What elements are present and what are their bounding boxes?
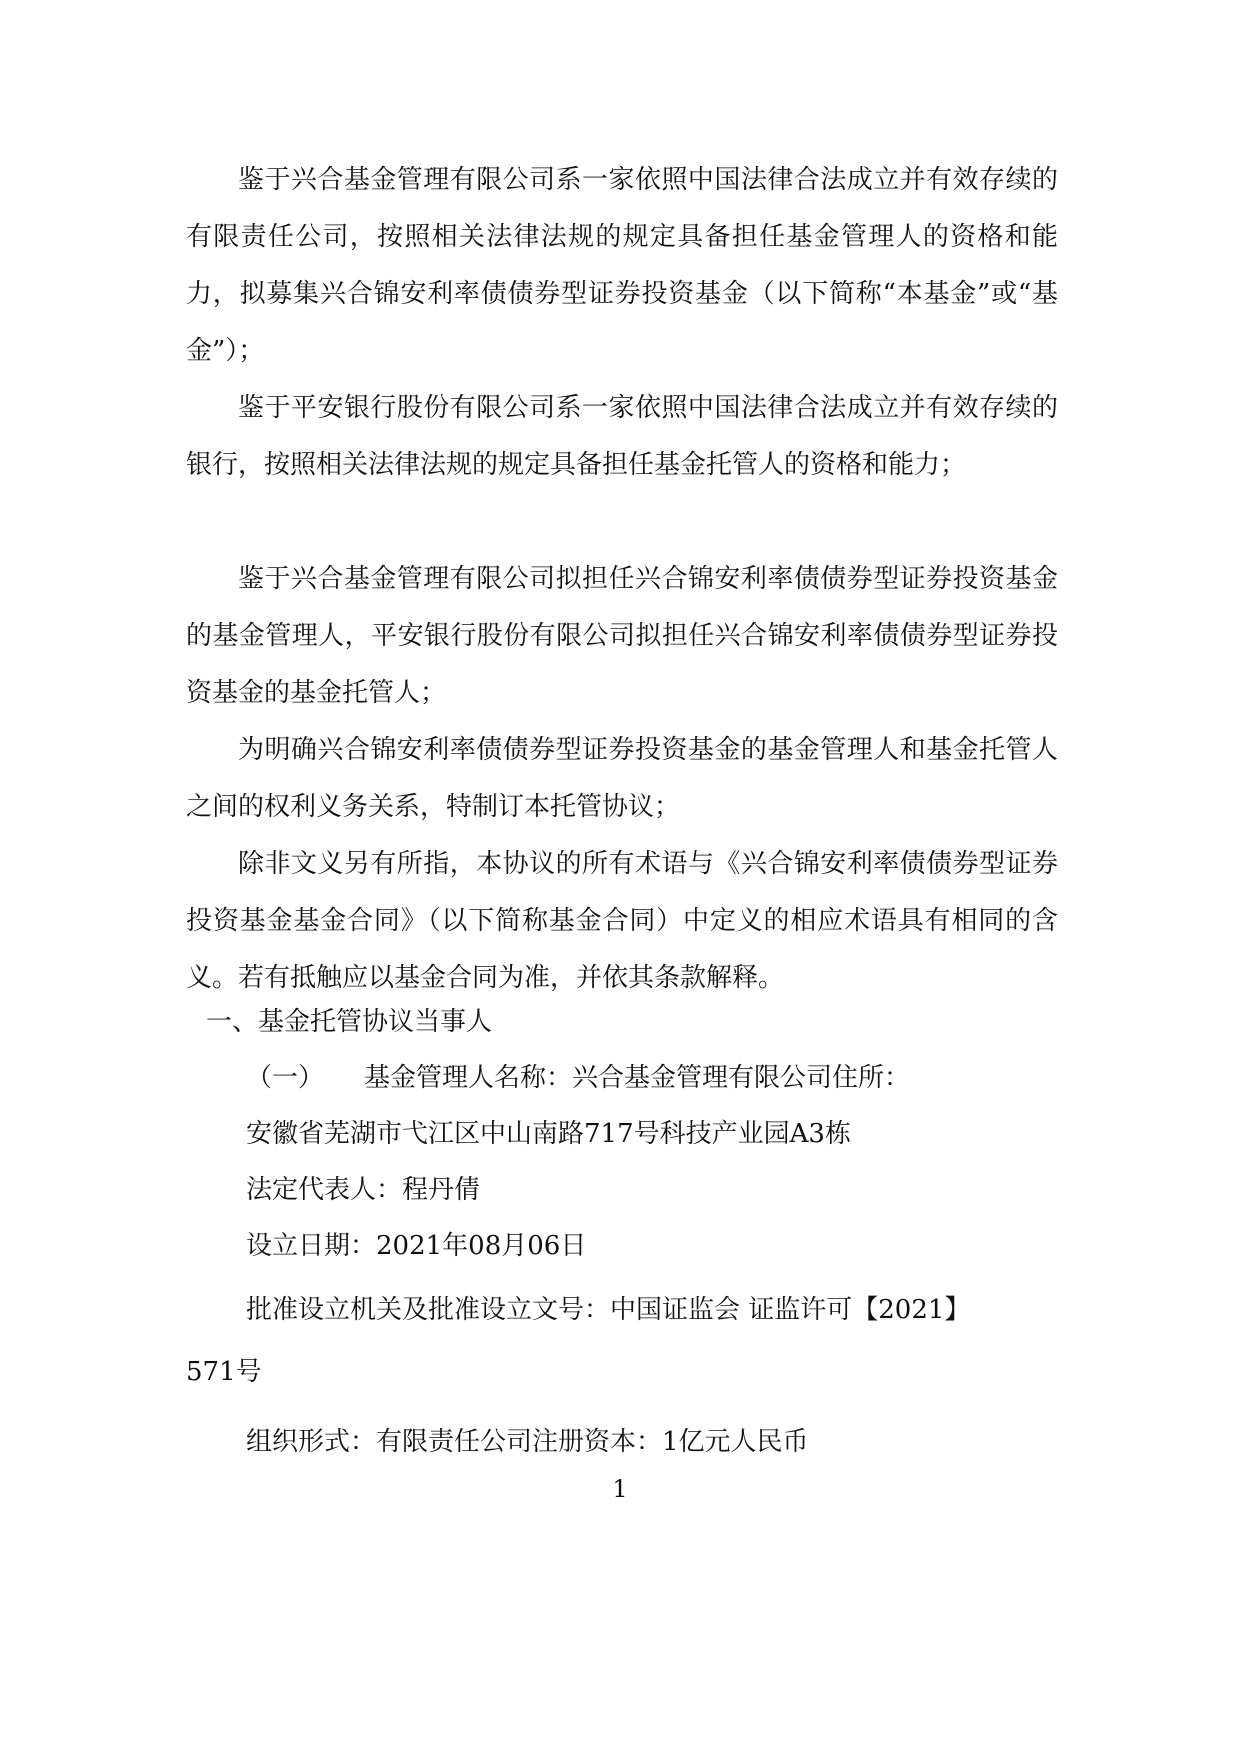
legal-representative: 法定代表人：程丹倩 xyxy=(246,1175,481,1205)
preamble-paragraph-2: 鉴于平安银行股份有限公司系一家依照中国法律合法成立并有效存续的银行，按照相关法律法规的规定具备担任基金托管人的资格和能力； xyxy=(186,393,1058,480)
manager-name: 基金管理人名称：兴合基金管理有限公司住所： xyxy=(364,1063,911,1093)
subsection-number: （一） xyxy=(246,1063,325,1093)
preamble-paragraph-3: 鉴于兴合基金管理有限公司拟担任兴合锦安利率债债券型证券投资基金的基金管理人，平安银行股份有限公司拟担任兴合锦安利率债债券型证券投资基金的基金托管人； xyxy=(186,564,1058,708)
preamble-paragraph-1: 鉴于兴合基金管理有限公司系一家依照中国法律合法成立并有效存续的有限责任公司，按照相关法律法规的规定具备担任基金管理人的资格和能力，拟募集兴合锦安利率债债券型证券投资基金（以下简称“本基金”或“基金”）； xyxy=(186,165,1058,366)
preamble-paragraph-5: 除非文义另有所指，本协议的所有术语与《兴合锦安利率债债券型证券投资基金基金合同》（以下简称基金合同）中定义的相应术语具有相同的含义。若有抵触应以基金合同为准，并依其条款解释。 xyxy=(186,849,1058,993)
approval-number: 571号 xyxy=(186,1357,262,1387)
organization-form: 组织形式：有限责任公司注册资本：1亿元人民币 xyxy=(246,1427,809,1457)
manager-address: 安徽省芜湖市弋江区中山南路717号科技产业园A3栋 xyxy=(246,1119,851,1149)
approval-info: 批准设立机关及批准设立文号：中国证监会 证监许可【2021】 xyxy=(246,1295,971,1325)
subsection-line xyxy=(246,1058,910,1098)
establishment-date: 设立日期：2021年08月06日 xyxy=(246,1231,587,1261)
preamble-paragraph-4: 为明确兴合锦安利率债债券型证券投资基金的基金管理人和基金托管人之间的权利义务关系，特制订本托管协议； xyxy=(186,735,1058,822)
section-heading: 一、基金托管协议当事人 xyxy=(206,1007,493,1037)
page-number: 1 xyxy=(612,1475,628,1503)
